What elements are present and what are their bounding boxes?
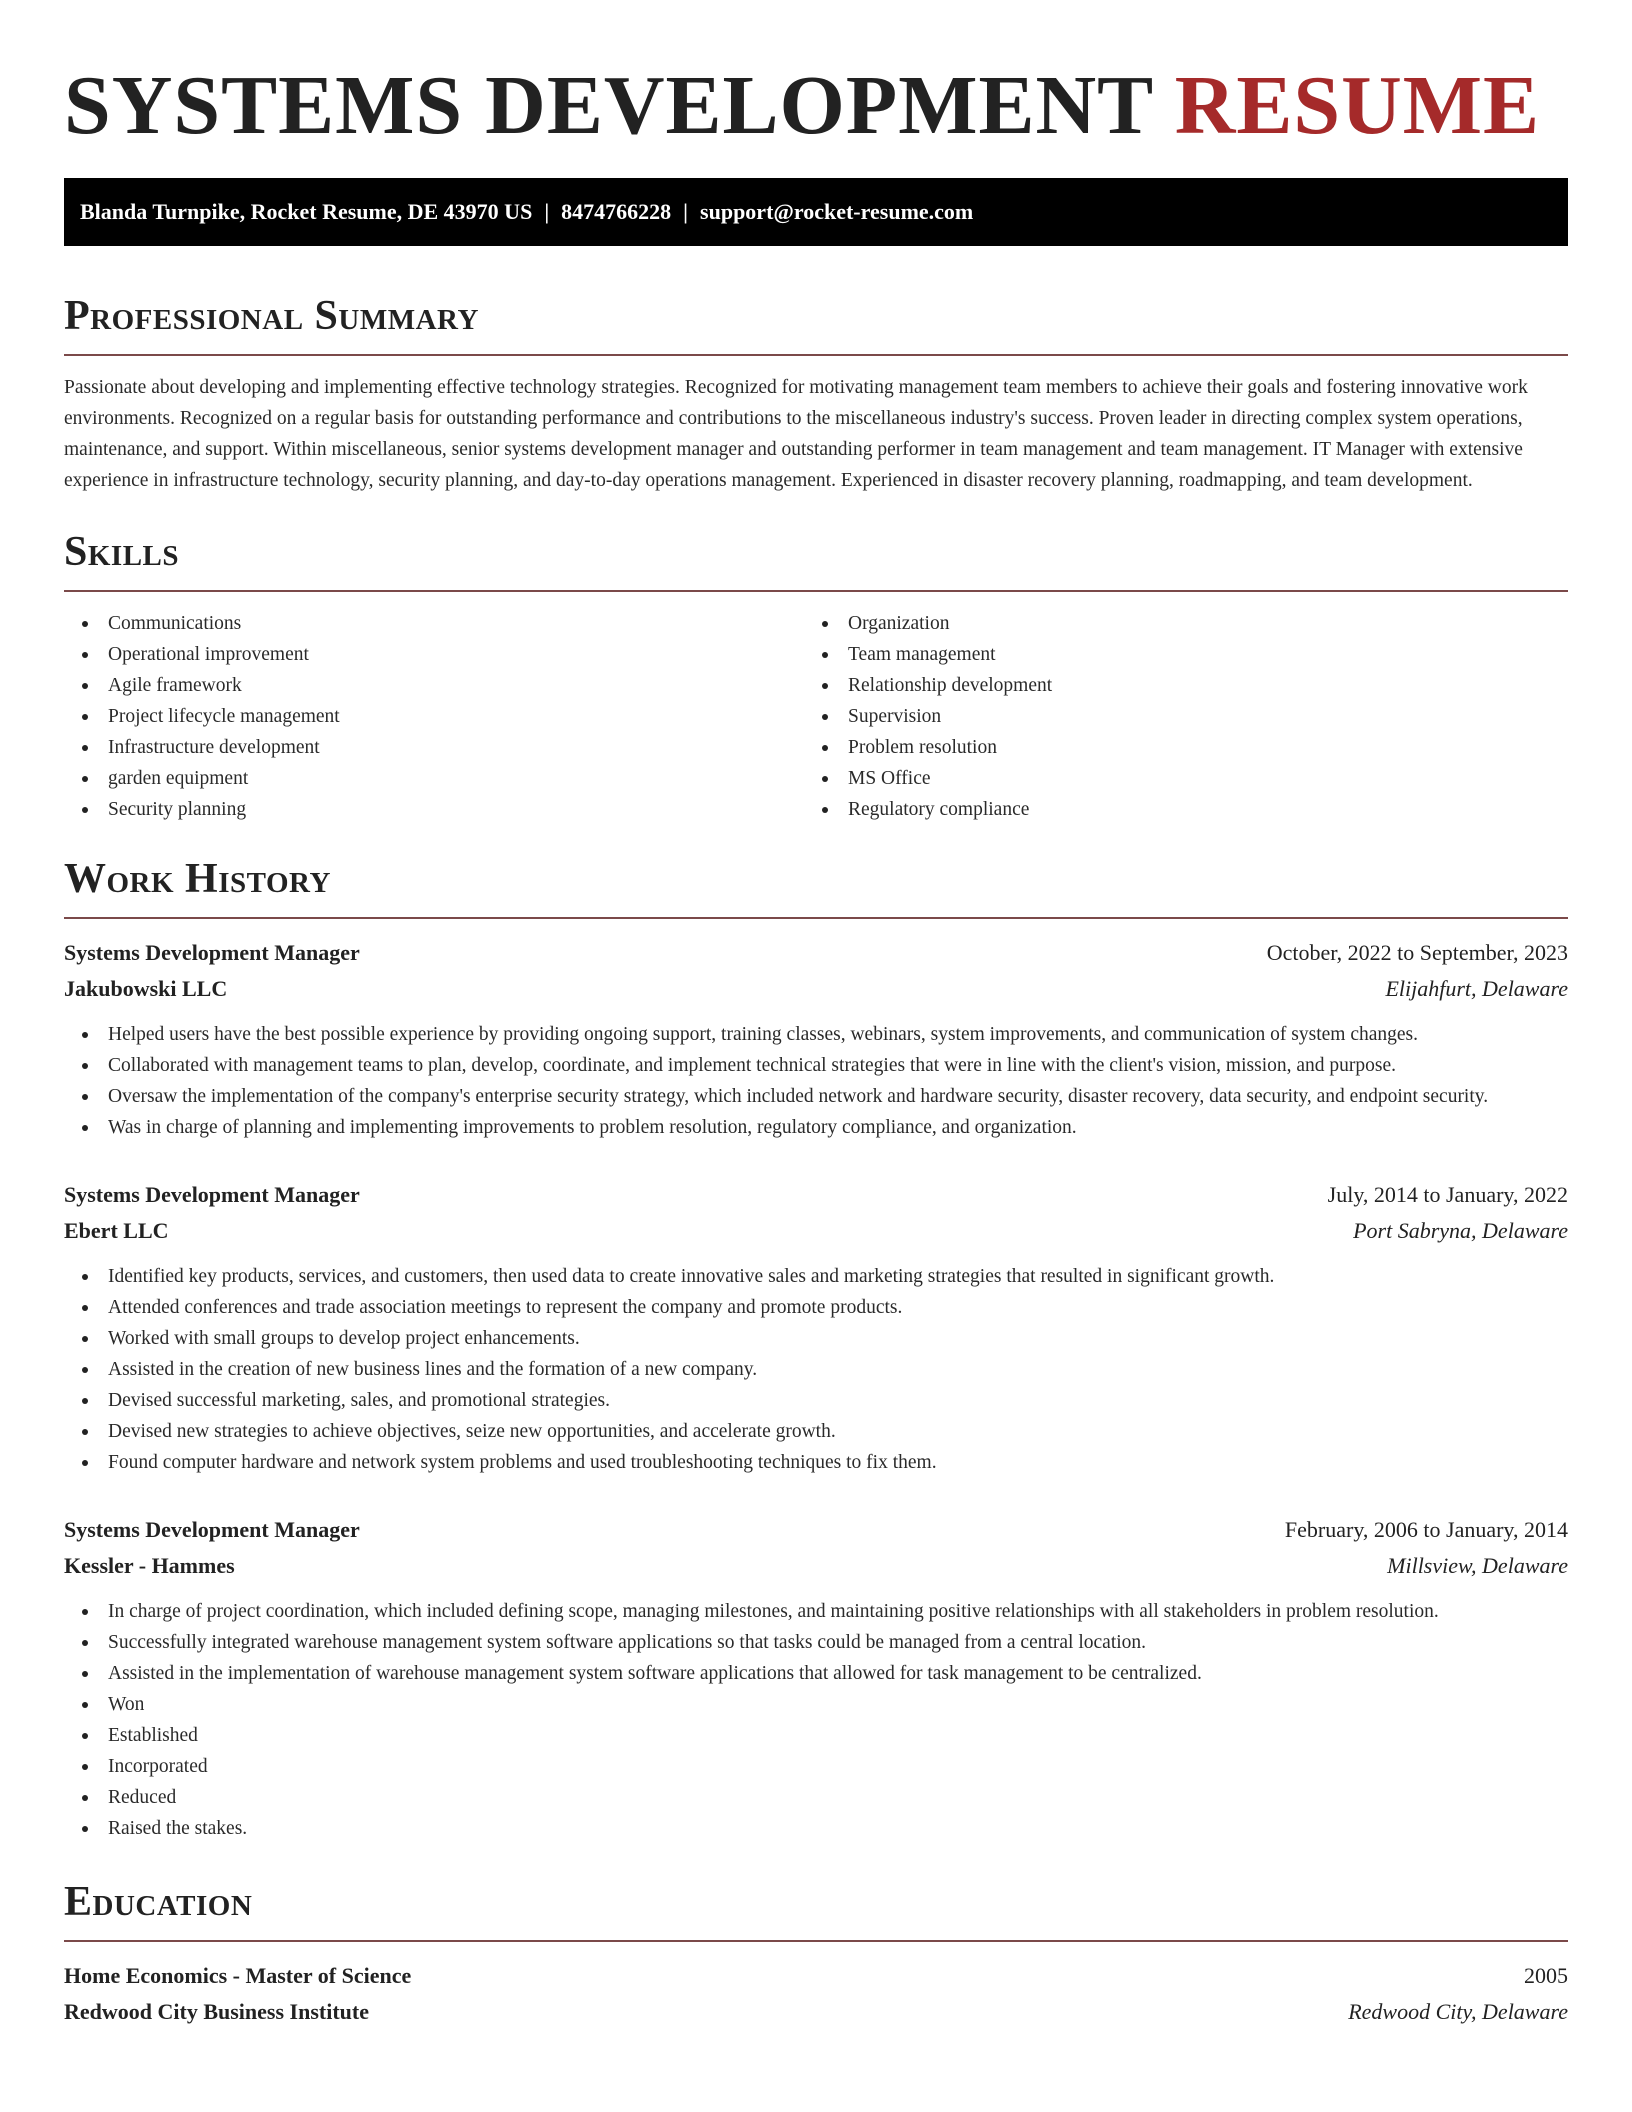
- job-dates: February, 2006 to January, 2014: [1284, 1517, 1568, 1542]
- company-name: Kessler - Hammes: [64, 1553, 235, 1578]
- job-entry: [64, 1177, 1568, 1478]
- contact-email: support@rocket-resume.com: [700, 199, 974, 224]
- skill-item: Operational improvement: [64, 639, 804, 670]
- graduation-year: 2005: [1524, 1963, 1568, 1988]
- job-bullet: Raised the stakes.: [64, 1813, 1568, 1844]
- skill-item: Problem resolution: [804, 732, 1544, 763]
- job-dates: July, 2014 to January, 2022: [1327, 1182, 1568, 1207]
- skills-list-left: [64, 608, 804, 825]
- skill-item: Security planning: [64, 794, 804, 825]
- job-bullet: Assisted in the creation of new business lines and the formation of a new company.: [64, 1354, 1568, 1385]
- contact-separator: |: [544, 199, 550, 224]
- skill-item: Supervision: [804, 701, 1544, 732]
- company-name: Ebert LLC: [64, 1218, 169, 1243]
- job-title: Systems Development Manager: [64, 1517, 360, 1542]
- skill-item: Infrastructure development: [64, 732, 804, 763]
- job-bullets: [64, 1261, 1568, 1478]
- professional-summary-section: [64, 288, 1568, 496]
- section-heading: Work History: [64, 851, 1568, 919]
- skill-item: Relationship development: [804, 670, 1544, 701]
- skill-item: garden equipment: [64, 763, 804, 794]
- title-main: SYSTEMS DEVELOPMENT: [64, 59, 1153, 152]
- job-bullet: Collaborated with management teams to plan, develop, coordinate, and implement technical strategies that were in line with the client's vision, mission, and purpose.: [64, 1050, 1568, 1081]
- job-bullet: Devised new strategies to achieve objectives, seize new opportunities, and accelerate growth.: [64, 1416, 1568, 1447]
- job-bullets: [64, 1596, 1568, 1844]
- section-heading: Professional Summary: [64, 288, 1568, 356]
- school-location: Redwood City, Delaware: [1348, 1999, 1568, 2024]
- skill-item: Agile framework: [64, 670, 804, 701]
- resume-page: [64, 0, 1568, 2030]
- job-bullet: Was in charge of planning and implementing improvements to problem resolution, regulatory compliance, and organization.: [64, 1112, 1568, 1143]
- job-bullet: Assisted in the implementation of warehouse management system software applications that allowed for task management to be centralized.: [64, 1658, 1568, 1689]
- skill-item: Team management: [804, 639, 1544, 670]
- contact-bar: [64, 178, 1568, 246]
- job-bullet: Found computer hardware and network system problems and used troubleshooting techniques to fix them.: [64, 1447, 1568, 1478]
- job-location: Elijahfurt, Delaware: [1385, 976, 1568, 1001]
- job-bullet: Helped users have the best possible experience by providing ongoing support, training classes, webinars, system improvements, and communication of system changes.: [64, 1019, 1568, 1050]
- job-bullet: Devised successful marketing, sales, and promotional strategies.: [64, 1385, 1568, 1416]
- skill-item: Project lifecycle management: [64, 701, 804, 732]
- skill-item: Communications: [64, 608, 804, 639]
- job-bullet: Worked with small groups to develop project enhancements.: [64, 1323, 1568, 1354]
- job-bullet: Won: [64, 1689, 1568, 1720]
- job-location: Port Sabryna, Delaware: [1353, 1218, 1568, 1243]
- resume-title: [64, 58, 1568, 154]
- work-history-section: [64, 851, 1568, 1844]
- contact-separator: |: [683, 199, 689, 224]
- section-heading: Education: [64, 1874, 1568, 1942]
- job-bullet: Established: [64, 1720, 1568, 1751]
- job-entry: [64, 1512, 1568, 1844]
- skills-grid: [64, 608, 1568, 825]
- job-bullets: [64, 1019, 1568, 1143]
- skills-list-right: [804, 608, 1544, 825]
- skill-item: Organization: [804, 608, 1544, 639]
- company-name: Jakubowski LLC: [64, 976, 228, 1001]
- job-entry: [64, 935, 1568, 1143]
- job-location: Millsview, Delaware: [1387, 1553, 1568, 1578]
- skill-item: Regulatory compliance: [804, 794, 1544, 825]
- job-bullet: Identified key products, services, and customers, then used data to create innovative sales and marketing strategies that resulted in significant growth.: [64, 1261, 1568, 1292]
- skill-item: MS Office: [804, 763, 1544, 794]
- title-accent: RESUME: [1174, 59, 1541, 152]
- summary-text: Passionate about developing and implementing effective technology strategies. Recognized for motivating management team members to achieve their goals and fostering innovative work environments. Recognized on a regular basis for outstanding performance and contributions to the miscellaneous industry's success. Proven leader in directing complex system operations, maintenance, and support. Within miscellaneous, senior systems development manager and outstanding performer in team management and team management. IT Manager with extensive experience in infrastructure technology, security planning, and day-to-day operations management. Experienced in disaster recovery planning, roadmapping, and team development.: [64, 377, 1528, 491]
- job-title: Systems Development Manager: [64, 1182, 360, 1207]
- education-entry: [64, 1958, 1568, 2030]
- job-title: Systems Development Manager: [64, 940, 360, 965]
- job-bullet: In charge of project coordination, which included defining scope, managing milestones, and maintaining positive relationships with all stakeholders in problem resolution.: [64, 1596, 1568, 1627]
- job-bullet: Reduced: [64, 1782, 1568, 1813]
- skills-section: [64, 524, 1568, 825]
- school-name: Redwood City Business Institute: [64, 1999, 369, 2024]
- degree-name: Home Economics - Master of Science: [64, 1963, 412, 1988]
- job-dates: October, 2022 to September, 2023: [1266, 940, 1568, 965]
- job-bullet: Oversaw the implementation of the company's enterprise security strategy, which included network and hardware security, disaster recovery, data security, and endpoint security.: [64, 1081, 1568, 1112]
- job-bullet: Successfully integrated warehouse management system software applications so that tasks could be managed from a central location.: [64, 1627, 1568, 1658]
- job-bullet: Attended conferences and trade association meetings to represent the company and promote products.: [64, 1292, 1568, 1323]
- contact-address: Blanda Turnpike, Rocket Resume, DE 43970 US: [80, 199, 533, 224]
- job-bullet: Incorporated: [64, 1751, 1568, 1782]
- education-section: [64, 1874, 1568, 2030]
- contact-phone: 8474766228: [561, 199, 672, 224]
- section-heading: Skills: [64, 524, 1568, 592]
